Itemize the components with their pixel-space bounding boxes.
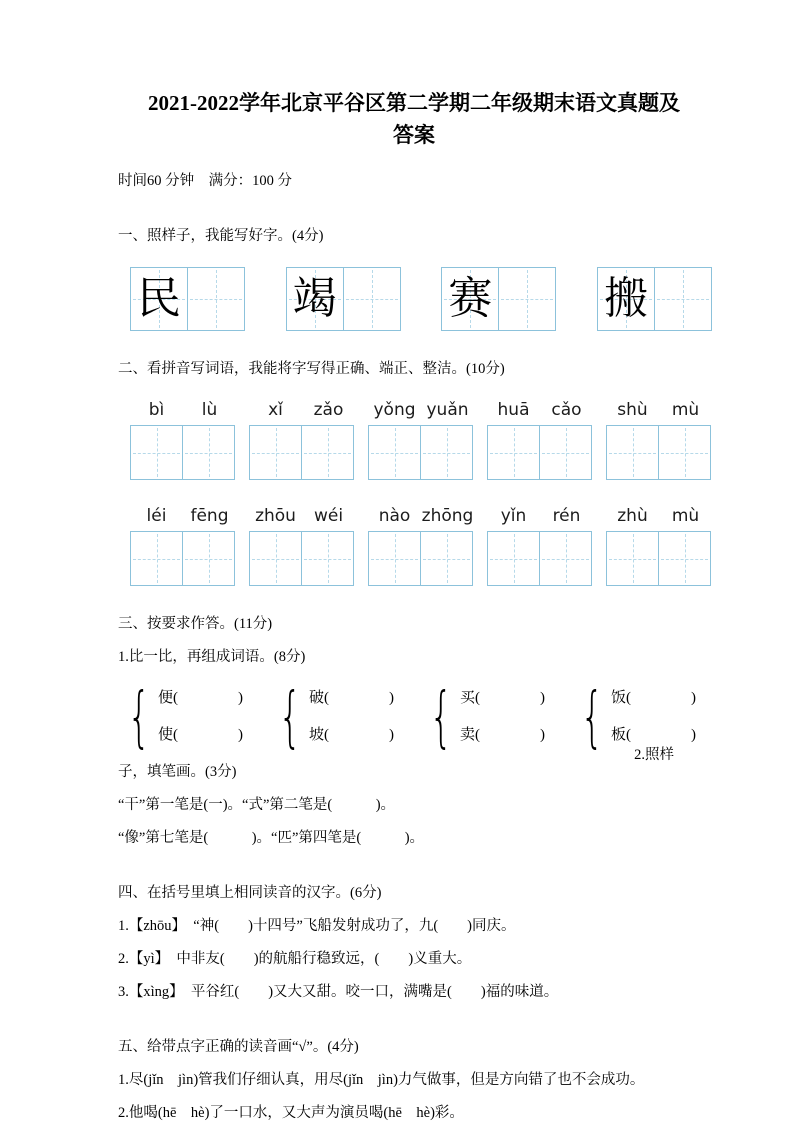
writing-grid [487, 531, 593, 586]
word-group [606, 400, 712, 480]
pinyin-label: nào zhōng [378, 506, 474, 526]
example-char-cell [597, 267, 655, 331]
exam-meta: 时间60 分钟 满分：100 分 [118, 173, 292, 189]
word-group [368, 506, 474, 586]
section4-item: 1.【zhōu】 “神( )十四号”飞船发射成功了，九( )同庆。 [118, 918, 516, 934]
brace-icon: { [278, 678, 302, 755]
pair-bottom: 坡( ) [309, 727, 394, 743]
word-pair [269, 678, 394, 756]
brace-icon: { [580, 678, 604, 755]
example-char: 赛 [448, 274, 493, 323]
pinyin-label: zhōu wéi [255, 506, 344, 526]
writing-grid [597, 267, 712, 331]
pair-bottom: 卖( ) [460, 727, 545, 743]
section2-row1 [130, 400, 712, 480]
pinyin-label: léi fēng [146, 506, 229, 526]
pair-lines [158, 680, 243, 754]
writing-cell[interactable] [130, 531, 183, 586]
section5-item: 1.尽(jǐn jìn)管我们仔细认真，用尽(jǐn jìn)力气做事，但是方向错了也不会成功。 [118, 1072, 645, 1088]
example-char-cell [441, 267, 499, 331]
section4-item: 2.【yì】 中非友( )的航船行稳致远，( )义重大。 [118, 951, 472, 967]
word-group [130, 400, 236, 480]
writing-cell[interactable] [187, 267, 245, 331]
pinyin-label: zhù mù [617, 506, 700, 526]
word-pair [118, 678, 243, 756]
example-char: 搬 [603, 274, 648, 323]
writing-cell[interactable] [182, 531, 235, 586]
word-pair [420, 678, 545, 756]
section3-heading: 三、按要求作答。(11分) [118, 616, 273, 632]
writing-cell[interactable] [487, 425, 540, 480]
writing-grid [368, 531, 474, 586]
word-group [606, 506, 712, 586]
writing-cell[interactable] [658, 531, 711, 586]
writing-grid [130, 267, 245, 331]
section4-item: 3.【xìng】 平谷红( )又大又甜。咬一口，满嘴是( )福的味道。 [118, 984, 559, 1000]
pinyin-label: huā cǎo [497, 400, 582, 420]
section5-item: 2.他喝(hē hè)了一口水，又大声为演员喝(hē hè)彩。 [118, 1105, 464, 1121]
pinyin-label: shù mù [617, 400, 700, 420]
example-char: 竭 [292, 274, 337, 323]
writing-grid [487, 425, 593, 480]
writing-cell[interactable] [420, 425, 473, 480]
writing-cell[interactable] [368, 425, 421, 480]
word-group [368, 400, 474, 480]
section5-heading: 五、给带点字正确的读音画“√”。(4分) [118, 1039, 359, 1055]
writing-cell[interactable] [343, 267, 401, 331]
title-line-1: 2021-2022学年北京平谷区第二学期二年级期末语文真题及 [148, 91, 680, 115]
writing-cell[interactable] [539, 425, 592, 480]
pinyin-label: bì lù [148, 400, 218, 420]
pair-top: 买( ) [460, 690, 545, 706]
writing-cell[interactable] [130, 425, 183, 480]
brace-icon: { [429, 678, 453, 755]
pair-top: 饭( ) [611, 690, 696, 706]
compare-words-block [118, 678, 710, 763]
pair-lines [460, 680, 545, 754]
writing-cell[interactable] [249, 425, 302, 480]
word-group [487, 400, 593, 480]
page-title [118, 88, 710, 151]
writing-cell[interactable] [249, 531, 302, 586]
writing-grid [130, 531, 236, 586]
writing-grid [130, 425, 236, 480]
writing-cell[interactable] [301, 425, 354, 480]
writing-cell[interactable] [182, 425, 235, 480]
word-group [249, 506, 355, 586]
pair-bottom: 板( ) [611, 727, 696, 743]
writing-grid [249, 531, 355, 586]
writing-grid [286, 267, 401, 331]
stroke-question-line2: “像”第七笔是( )。“匹”第四笔是( )。 [118, 830, 425, 846]
word-group [249, 400, 355, 480]
writing-cell[interactable] [368, 531, 421, 586]
writing-cell[interactable] [654, 267, 712, 331]
section1-grid-row [130, 267, 712, 331]
stroke-question-line1: “干”第一笔是(一)。“式”第二笔是( )。 [118, 797, 396, 813]
pinyin-label: xǐ zǎo [268, 400, 344, 420]
writing-grid [441, 267, 556, 331]
writing-cell[interactable] [539, 531, 592, 586]
compare-words-row [118, 678, 710, 756]
section1-heading: 一、照样子，我能写好字。(4分) [118, 228, 324, 244]
example-char-cell [130, 267, 188, 331]
writing-grid [249, 425, 355, 480]
section2-row2 [130, 506, 712, 586]
section3-sub2-label-cont: 子，填笔画。(3分) [118, 764, 237, 780]
section2-heading: 二、看拼音写词语，我能将字写得正确、端正、整洁。(10分) [118, 361, 505, 377]
title-line-2: 答案 [393, 122, 435, 147]
section3-sub1: 1.比一比，再组成词语。(8分) [118, 649, 306, 665]
writing-cell[interactable] [658, 425, 711, 480]
section3-sub2-label-start: 2.照样 [634, 747, 674, 763]
writing-cell[interactable] [420, 531, 473, 586]
pair-bottom: 使( ) [158, 727, 243, 743]
pair-top: 破( ) [309, 690, 394, 706]
brace-icon: { [127, 678, 151, 755]
writing-cell[interactable] [498, 267, 556, 331]
word-group [487, 506, 593, 586]
pair-top: 便( ) [158, 690, 243, 706]
writing-grid [606, 425, 712, 480]
section4-heading: 四、在括号里填上相同读音的汉字。(6分) [118, 885, 382, 901]
writing-cell[interactable] [487, 531, 540, 586]
pinyin-label: yǒng yuǎn [373, 400, 469, 420]
pair-lines [309, 680, 394, 754]
pinyin-label: yǐn rén [500, 506, 581, 526]
writing-cell[interactable] [301, 531, 354, 586]
example-char-cell [286, 267, 344, 331]
example-char: 民 [137, 274, 181, 323]
writing-cell[interactable] [606, 531, 659, 586]
writing-cell[interactable] [606, 425, 659, 480]
writing-grid [606, 531, 712, 586]
writing-grid [368, 425, 474, 480]
word-group [130, 506, 236, 586]
